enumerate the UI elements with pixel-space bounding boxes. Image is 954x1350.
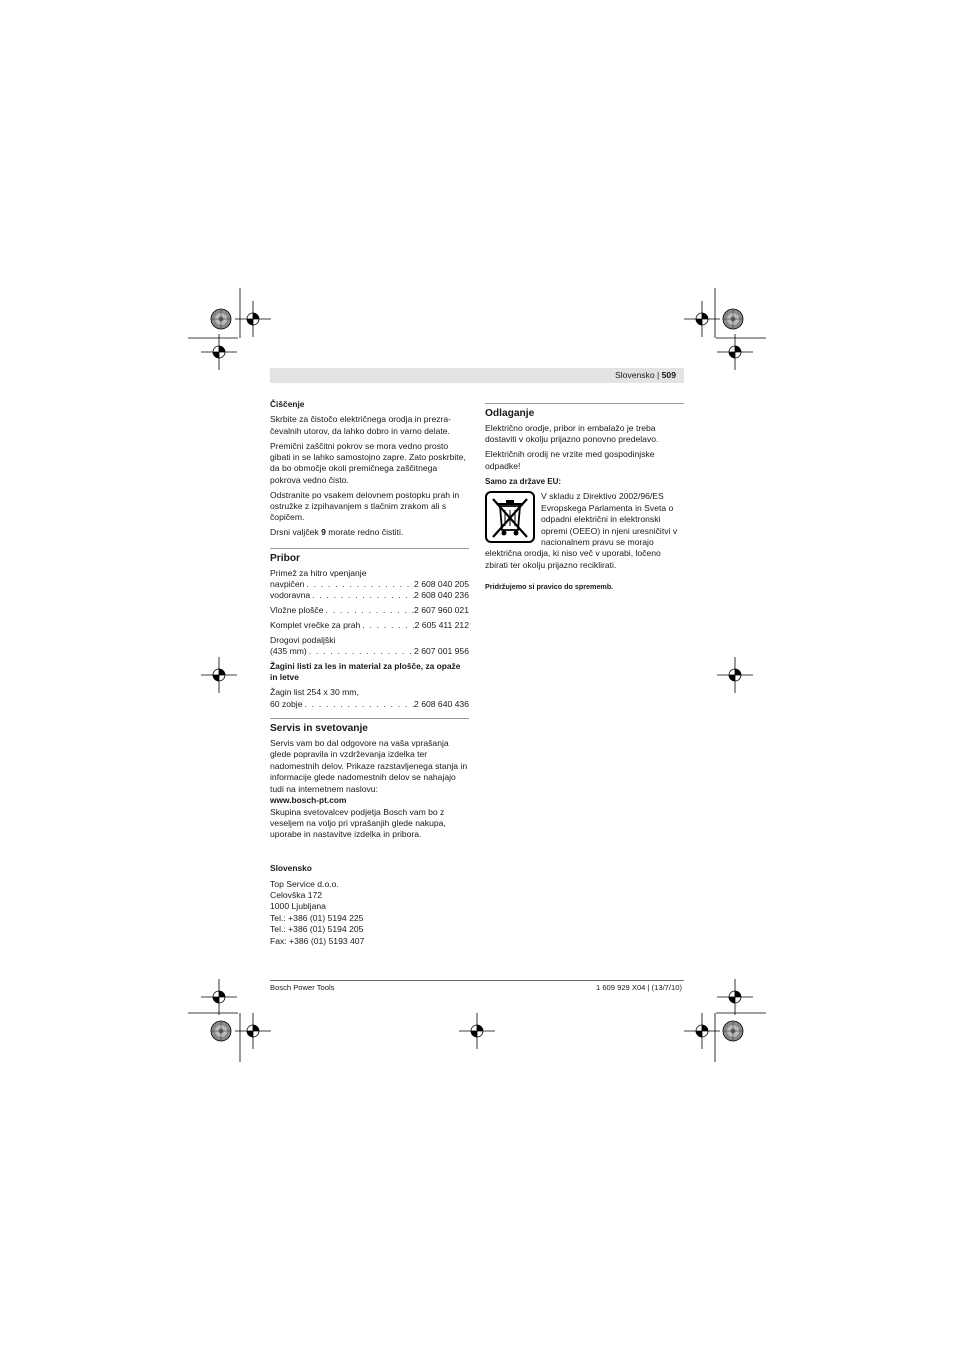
right-column [485, 403, 684, 593]
service-text: Skupina svetovalcev podjetja Bosch vam bo z veseljem na voljo pri vprašanjih glede nakupa, uporabe in nastavitve izdelka in pribora. [270, 806, 446, 840]
eu-block [485, 491, 684, 571]
cleaning-roller-note [270, 527, 469, 538]
address-line: 1000 Ljubljana [270, 901, 326, 912]
accessory-label: 60 zobje [270, 698, 303, 709]
accessory-number: 2 608 040 205 [414, 579, 469, 590]
disposal-paragraph: Električno orodje, pribor in embalažo je treba dostaviti v okolju prijazno ponovno predelavo. [485, 423, 659, 445]
roller-number: 9 [321, 527, 326, 538]
accessory-number: 2 607 001 956 [414, 646, 469, 657]
blades-heading: Žagini listi za les in material za plošče, za opaže in letve [270, 661, 461, 683]
disposal-paragraph: Električnih orodij ne vrzite med gospodinjske odpadke! [485, 449, 655, 471]
accessory-number: 2 608 640 436 [414, 698, 469, 709]
page-header [615, 369, 676, 382]
accessory-number: 2 605 411 212 [414, 620, 469, 631]
page-number: 509 [661, 370, 676, 380]
accessory-label: vodoravna [270, 590, 311, 601]
cleaning-title: Čiščenje [270, 399, 305, 409]
rails-label: Drogovi podaljški [270, 634, 336, 645]
accessories-intro: Primež za hitro vpenjanje [270, 567, 367, 578]
disposal-title: Odlaganje [485, 403, 684, 420]
accessory-row [270, 699, 469, 710]
header-language: Slovensko [614, 370, 655, 380]
address-line: Fax: +386 (01) 5193 407 [270, 935, 365, 946]
accessory-number: 2 608 040 236 [414, 590, 469, 601]
accessory-label: Komplet vrečke za prah [270, 620, 361, 631]
accessory-label: (435 mm) [270, 646, 307, 657]
service-text: Servis vam bo dal odgovore na vaša vprašanja glede popravila in vzdrževanja izdelka ter nadomestnih delov. Prikaze razstavljenega stanja in informacije glede nadomestnih delov se nahajajo tudi na internetnem naslovu: [270, 738, 468, 794]
change-notice: Pridržujemo si pravico do sprememb. [485, 582, 614, 592]
footer-rule [270, 980, 684, 981]
header-separator: | [657, 370, 660, 380]
eu-heading: Samo za države EU: [485, 477, 562, 487]
cleaning-paragraph: Premični zaščitni pokrov se mora vedno prosto gibati in se lahko samostojno zapre. Zato poskrbite, da bo območje okoli premičnega zaščitnega pokrova vedno čisto. [270, 440, 466, 485]
cleaning-paragraph: Odstranite po vsakem delovnem postopku prah in ostružke z izpihavanjem s tlačnim zrakom ali s čopičem. [270, 489, 460, 523]
accessory-label: Vložne plošče [270, 605, 324, 616]
service-country: Slovensko [270, 863, 312, 874]
footer-brand: Bosch Power Tools [270, 983, 335, 992]
blade-label: Žagin list 254 x 30 mm, [270, 687, 359, 698]
accessory-number: 2 607 960 021 [414, 605, 469, 616]
cleaning-paragraph: Skrbite za čistočo električnega orodja in prezra-čevalnih utorov, da lahko dobro in varno delate. [270, 414, 452, 436]
accessory-row [270, 579, 469, 590]
service-title: Servis in svetovanje [270, 718, 469, 735]
left-column [270, 399, 469, 947]
crossed-out-wheelie-bin-icon [485, 491, 535, 543]
accessory-row [270, 590, 469, 601]
accessory-row [270, 620, 469, 631]
address-line: Celovška 172 [270, 889, 323, 900]
roller-text: Drsni valjček [270, 527, 322, 538]
accessory-row [270, 605, 469, 616]
eu-directive-text: V skladu z Direktivo 2002/96/ES Evropskega Parlamenta in Sveta o odpadni električni in elektronski opremi (OEEO) in njeni uresničitvi v nacionalnem pravu se morajo električna orodja, ki niso več v uporabi, ločeno zbirati ter okolju prijazno reciklirati. [485, 491, 678, 570]
service-url[interactable]: www.bosch-pt.com [270, 795, 347, 806]
roller-text-end: morate redno čistiti. [325, 527, 404, 538]
accessory-row [270, 646, 469, 657]
address-line: Tel.: +386 (01) 5194 225 [270, 912, 364, 923]
address-line: Top Service d.o.o. [270, 878, 339, 889]
page-header-bar [270, 368, 684, 383]
accessory-label: navpičen [270, 579, 305, 590]
accessories-title: Pribor [270, 548, 469, 565]
footer-doc-number: 1 609 929 X04 | (13/7/10) [596, 983, 682, 992]
address-line: Tel.: +386 (01) 5194 205 [270, 924, 364, 935]
